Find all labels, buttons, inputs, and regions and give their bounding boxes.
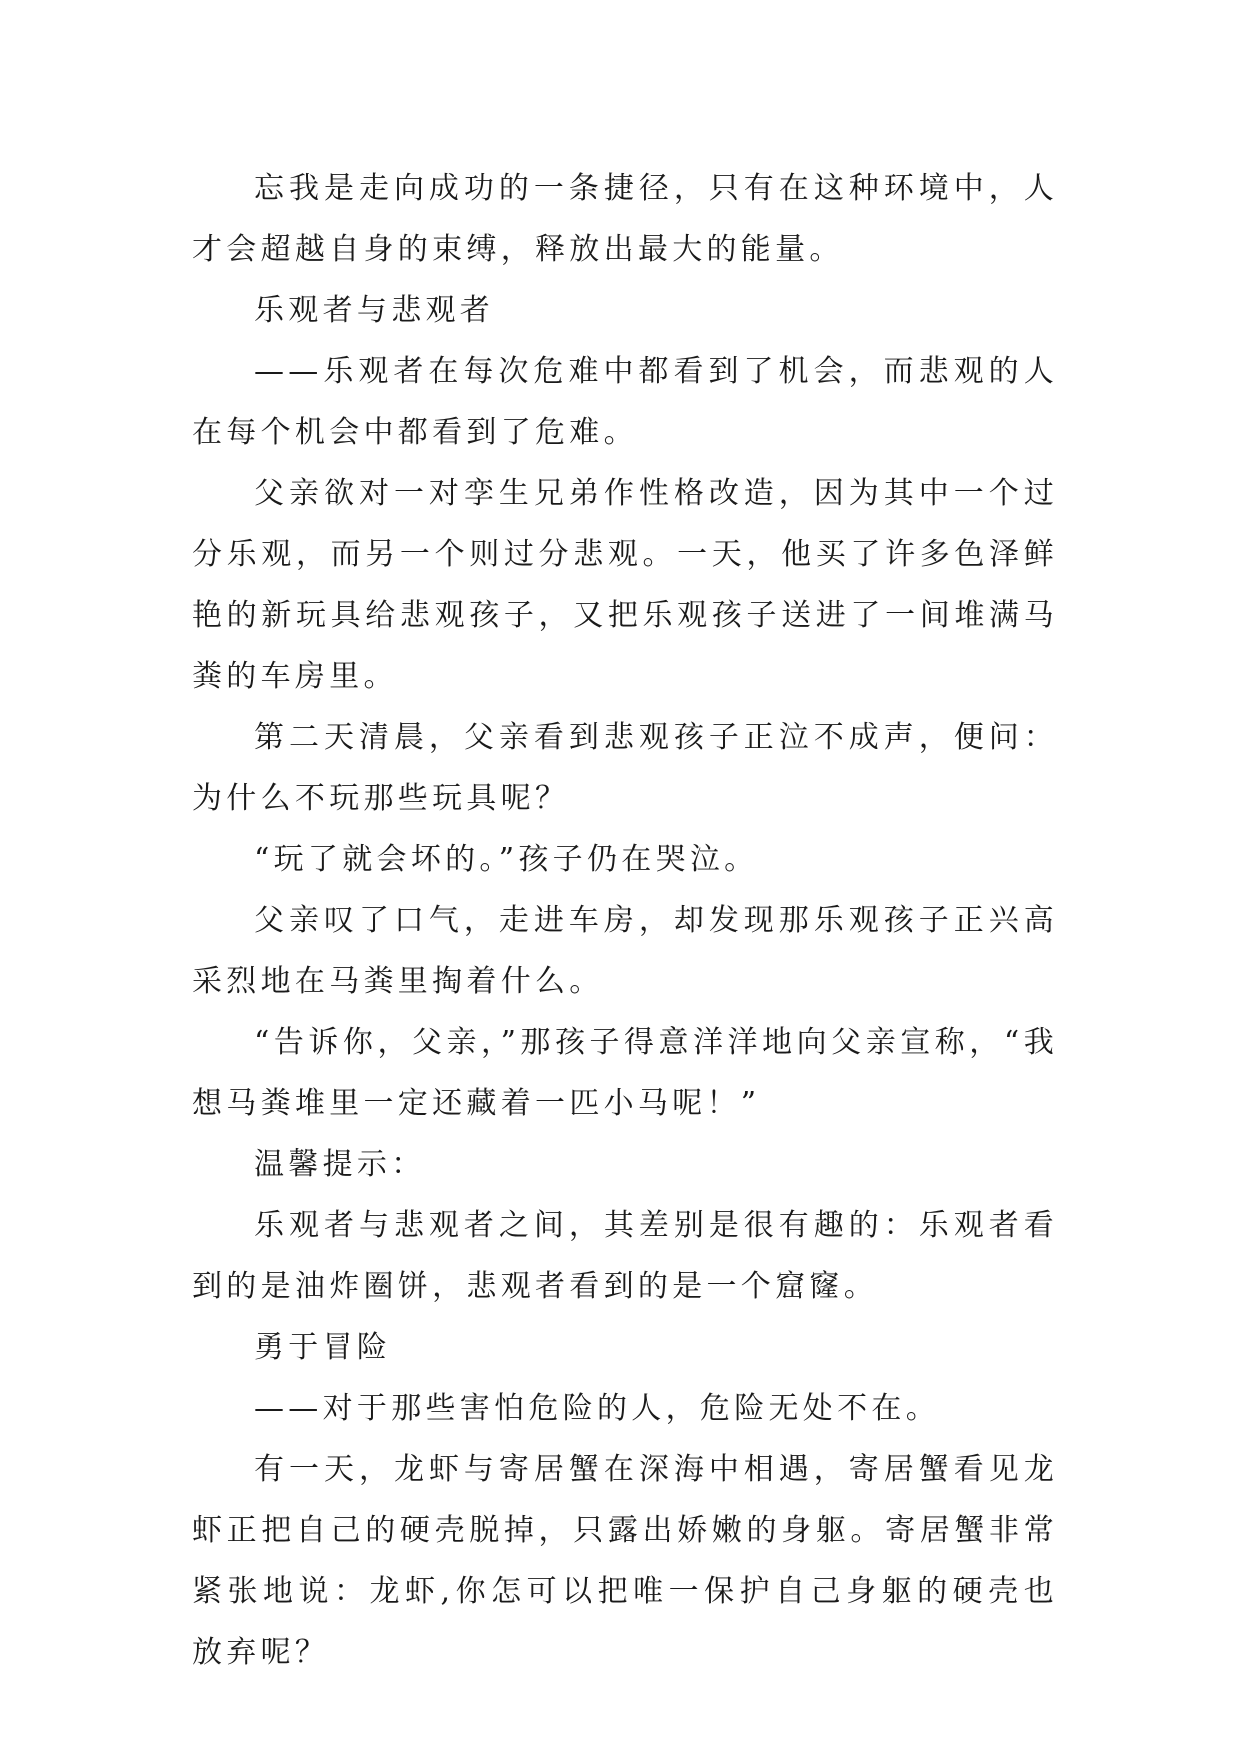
section-epigraph: ——乐观者在每次危难中都看到了机会，而悲观的人在每个机会中都看到了危难。 bbox=[192, 354, 1058, 450]
section-heading-optimist-pessimist: 乐观者与悲观者 bbox=[254, 293, 495, 328]
paragraph-selflessness: 忘我是走向成功的一条捷径，只有在这种环境中，人才会超越自身的束缚，释放出最大的能量。 bbox=[192, 171, 1058, 267]
paragraph-story-intro: 父亲欲对一对孪生兄弟作性格改造，因为其中一个过分乐观，而另一个则过分悲观。一天，他买了许多色泽鲜艳的新玩具给悲观孩子，又把乐观孩子送进了一间堆满马粪的车房里。 bbox=[192, 476, 1058, 694]
paragraph-optimist-reply: “告诉你，父亲，”那孩子得意洋洋地向父亲宣称，“我想马粪堆里一定还藏着一匹小马呢！” bbox=[192, 1025, 1058, 1121]
document-body bbox=[192, 158, 1058, 1683]
tip-body: 乐观者与悲观者之间，其差别是很有趣的：乐观者看到的是油炸圈饼，悲观者看到的是一个窟窿。 bbox=[192, 1208, 1058, 1304]
paragraph-next-morning: 第二天清晨，父亲看到悲观孩子正泣不成声，便问：为什么不玩那些玩具呢？ bbox=[192, 720, 1058, 816]
paragraph-lobster-story: 有一天，龙虾与寄居蟹在深海中相遇，寄居蟹看见龙虾正把自己的硬壳脱掉，只露出娇嫩的身躯。寄居蟹非常紧张地说：龙虾,你怎可以把唯一保护自己身躯的硬壳也放弃呢？ bbox=[192, 1452, 1058, 1670]
section-heading-adventure: 勇于冒险 bbox=[254, 1330, 392, 1365]
tip-heading: 温馨提示： bbox=[254, 1147, 426, 1182]
section-epigraph-adventure: ——对于那些害怕危险的人，危险无处不在。 bbox=[254, 1391, 940, 1426]
paragraph-garage: 父亲叹了口气，走进车房，却发现那乐观孩子正兴高采烈地在马粪里掏着什么。 bbox=[192, 903, 1058, 999]
paragraph-child-reply: “玩了就会坏的。”孩子仍在哭泣。 bbox=[254, 842, 759, 877]
